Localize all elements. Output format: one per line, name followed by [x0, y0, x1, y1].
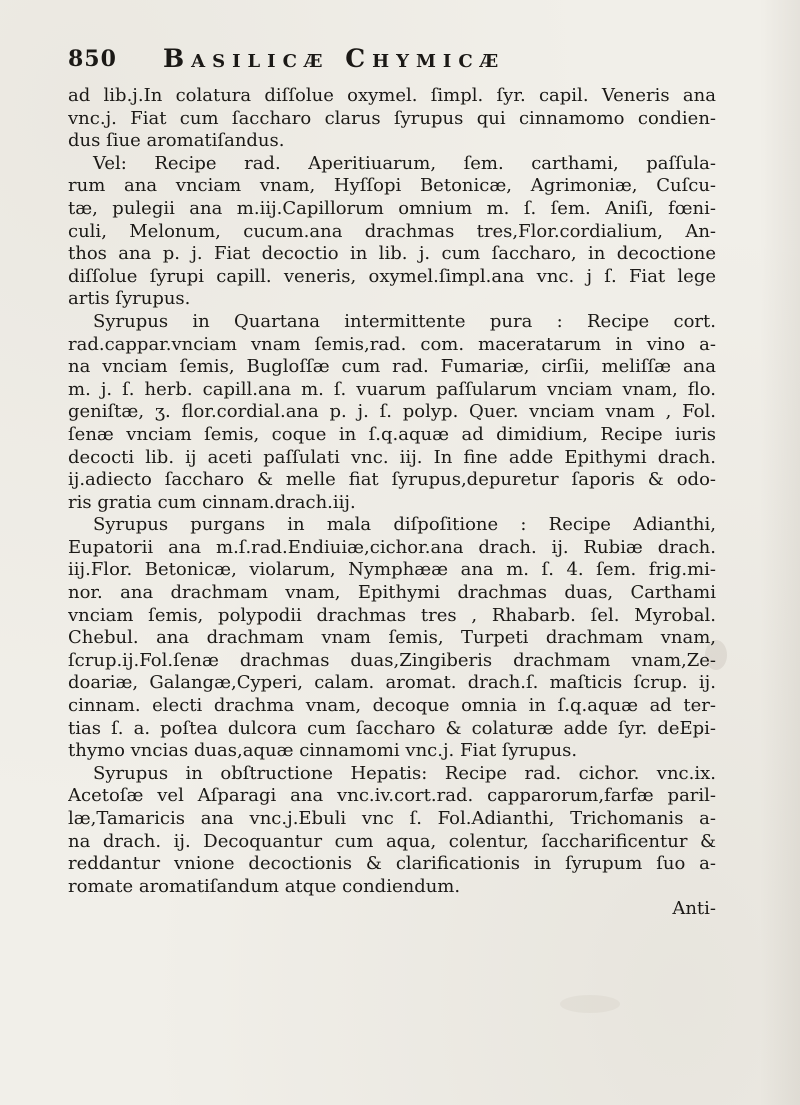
running-title: Basilicæ Chymicæ — [163, 44, 506, 73]
text-line: vnciam ſemis, polypodii drachmas tres , Rhabarb. ſel. Myrobal. — [68, 604, 716, 626]
text-line: rad.cappar.vnciam vnam ſemis,rad. com. maceratarum in vino a- — [68, 333, 716, 355]
paragraph-start-line: Vel: Recipe rad. Aperitiuarum, ſem. carthami, paſſula- — [93, 152, 716, 174]
text-line: ſcrup.ij.Fol.ſenæ drachmas duas,Zingiberis drachmam vnam,Ze- — [68, 649, 716, 671]
text-line: decocti lib. ij aceti paſſulati vnc. iij. In fine adde Epithymi drach. — [68, 446, 716, 468]
text-line: ij.adiecto ſaccharo & melle fiat ſyrupus,depuretur ſaporis & odo- — [68, 469, 716, 491]
paragraph-start-line: Syrupus purgans in mala diſpoſitione : Recipe Adianthi, — [93, 514, 716, 536]
text-line: ris gratia cum cinnam.drach.iij. — [68, 491, 356, 513]
text-line: læ,Tamaricis ana vnc.j.Ebuli vnc ſ. Fol.Adianthi, Trichomanis a- — [68, 808, 716, 829]
text-line: tias ſ. a. poſtea dulcora cum ſaccharo & colaturæ adde ſyr. deEpi- — [68, 717, 716, 739]
text-line: tæ, pulegii ana m.iij.Capillorum omnium m. ſ. ſem. Aniſi, fœni- — [68, 197, 716, 219]
body-text — [68, 85, 716, 921]
text-line: ſenæ vnciam ſemis, coque in ſ.q.aquæ ad dimidium, Recipe iuris — [68, 423, 716, 445]
text-line: thos ana p. j. Fiat decoctio in lib. j. cum ſaccharo, in decoctione — [68, 243, 716, 265]
catchword: Anti- — [672, 898, 716, 920]
text-line: rum ana vnciam vnam, Hyſſopi Betonicæ, Agrimoniæ, Cuſcu- — [68, 175, 716, 197]
text-line: geniſtæ, ʒ. flor.cordial.ana p. j. ſ. polyp. Quer. vnciam vnam , Fol. — [68, 401, 716, 423]
text-line: diſſolue ſyrupi capill. veneris, oxymel.ſimpl.ana vnc. j ſ. Fiat lege — [68, 265, 716, 287]
text-line: doariæ, Galangæ,Cyperi, calam. aromat. drach.ſ. maſticis ſcrup. ij. — [68, 672, 716, 694]
text-line: culi, Melonum, cucum.ana drachmas tres,Flor.cordialium, An- — [68, 220, 716, 242]
page-edge-shading — [760, 0, 800, 1105]
text-line: nor. ana drachmam vnam, Epithymi drachmas duas, Carthami — [68, 582, 716, 604]
text-line: m. j. ſ. herb. capill.ana m. ſ. vuarum paſſularum vnciam vnam, flo. — [68, 378, 716, 400]
paper-stain — [560, 995, 620, 1013]
text-line: Chebul. ana drachmam vnam ſemis, Turpeti drachmam vnam, — [68, 627, 716, 649]
text-line: Eupatorii ana m.ſ.rad.Endiuiæ,cichor.ana drach. ij. Rubiæ drach. — [68, 536, 716, 558]
text-line: na drach. ij. Decoquantur cum aqua, colentur, ſaccharificentur & — [68, 830, 716, 852]
text-line: dus ſiue aromatiſandus. — [68, 130, 285, 152]
text-line: artis ſyrupus. — [68, 288, 191, 310]
page-number: 850 — [68, 46, 117, 72]
text-line: romate aromatiſandum atque condiendum. — [68, 875, 461, 897]
text-line: reddantur vnione decoctionis & clarificationis in ſyrupum ſuo a- — [68, 853, 716, 875]
text-line: cinnam. electi drachma vnam, decoque omnia in ſ.q.aquæ ad ter- — [68, 695, 716, 717]
page-header — [68, 44, 708, 80]
text-line: vnc.j. Fiat cum ſaccharo clarus ſyrupus qui cinnamomo condien- — [68, 107, 716, 129]
text-line: iij.Flor. Betonicæ, violarum, Nymphææ ana m. ſ. 4. ſem. frig.mi- — [68, 559, 716, 581]
text-line: Acetoſæ vel Aſparagi ana vnc.iv.cort.rad. capparorum,farfæ paril- — [68, 785, 716, 807]
text-line: na vnciam ſemis, Bugloſſæ cum rad. Fumariæ, cirſii, meliſſæ ana — [68, 356, 716, 378]
text-line: thymo vncias duas,aquæ cinnamomi vnc.j. Fiat ſyrupus. — [68, 740, 578, 762]
paragraph-start-line: Syrupus in Quartana intermittente pura : Recipe cort. — [93, 310, 716, 332]
text-line: ad lib.j.In colatura diſſolue oxymel. ſimpl. ſyr. capil. Veneris ana — [68, 85, 716, 106]
paragraph-start-line: Syrupus in obſtructione Hepatis: Recipe rad. cichor. vnc.ix. — [93, 762, 716, 784]
